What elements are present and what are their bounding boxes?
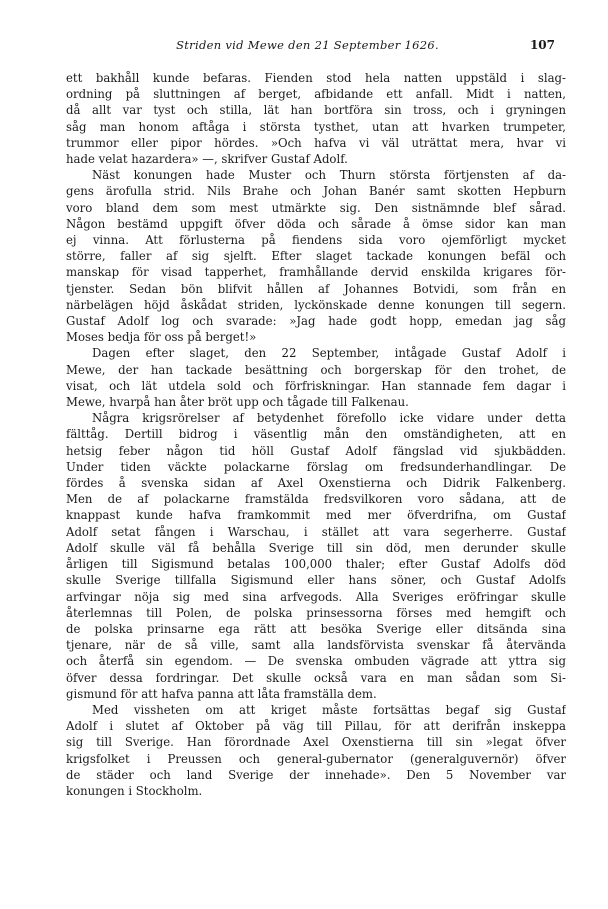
- text-line: krigsfolket i Preussen och general-gubernator (generalguvernör) öfver: [66, 751, 566, 766]
- text-line: Mewe, hvarpå han åter bröt upp och tågade till Falkenau.: [66, 395, 409, 410]
- paragraph: [66, 167, 566, 345]
- text-line: hetsig feber någon tid höll Gustaf Adolf fängslad vid sjukbädden.: [66, 443, 566, 458]
- text-line: Men de af polackarne framstälda fredsvilkoren voro sådana, att de: [66, 492, 566, 507]
- running-title: Striden vid Mewe den 21 September 1626.: [176, 38, 439, 52]
- text-line: tjenster. Sedan bön blifvit hållen af Johannes Botvidi, som från en: [66, 281, 566, 296]
- text-line: Näst konungen hade Muster och Thurn största förtjensten af da-: [92, 168, 566, 183]
- text-line: Adolf skulle väl få behålla Sverige till sin död, men derunder skulle: [66, 540, 566, 555]
- text-line: Några krigsrörelser af betydenhet förefollo icke vidare under detta: [92, 411, 566, 426]
- text-line: gismund för att hafva panna att låta framställa dem.: [66, 686, 377, 701]
- text-line: visat, och lät utdela sold och förfriskningar. Han stannade fem dagar i: [66, 378, 566, 393]
- text-line: manskap för visad tapperhet, framhållande dervid enskilda krigares för-: [66, 265, 566, 280]
- text-line: ett bakhåll kunde befaras. Fienden stod hela natten uppstäld i slag-: [66, 71, 566, 85]
- paragraph: [66, 70, 566, 167]
- text-line: Någon bestämd uppgift öfver döda och sårade å ömse sidor kan man: [66, 216, 566, 231]
- text-line: arfvingar nöja sig med sina arfvegods. Alla Sveriges eröfringar skulle: [66, 589, 566, 604]
- text-line: Med vissheten om att kriget måste fortsättas begaf sig Gustaf: [92, 702, 566, 717]
- text-line: fördes å svenska sidan af Axel Oxenstierna och Didrik Falkenberg.: [66, 476, 566, 491]
- text-line: återlemnas till Polen, de polska prinsessorna förses med hemgift och: [66, 605, 566, 620]
- text-line: de städer och land Sverige der innehade». Den 5 November var: [66, 767, 566, 782]
- paragraph: [66, 345, 566, 410]
- text-line: Under tiden väckte polackarne förslag om fredsunderhandlingar. De: [66, 459, 566, 474]
- text-line: öfver dessa fordringar. Det skulle också vara en man sådan som Si-: [66, 670, 566, 685]
- text-line: och återfå sin egendom. — De svenska ombuden vägrade att yttra sig: [66, 654, 566, 669]
- text-line: ej vinna. Att förlusterna på fiendens sida voro ojemförligt mycket: [66, 233, 566, 248]
- text-line: Moses bedja för oss på berget!»: [66, 330, 257, 345]
- body-text: [66, 70, 566, 799]
- text-line: större, faller af sig sjelft. Efter slaget tackade konungen befäl och: [66, 249, 566, 264]
- running-head: [60, 38, 555, 58]
- text-line: fälttåg. Dertill bidrog i väsentlig mån den omständigheten, att en: [66, 427, 566, 442]
- text-line: Mewe, der han tackade besättning och borgerskap för den trohet, de: [66, 362, 566, 377]
- paragraph: [66, 410, 566, 702]
- text-line: ordning på sluttningen af berget, afbidande ett anfall. Midt i natten,: [66, 87, 566, 102]
- text-line: Adolf i slutet af Oktober på väg till Pillau, för att derifrån inskeppa: [66, 719, 566, 734]
- page-number: 107: [529, 38, 555, 52]
- text-line: de polska prinsarne ega rätt att besöka Sverige eller ditsända sina: [66, 621, 566, 636]
- text-line: trummor eller pipor hördes. »Och hafva vi väl uträttat mera, hvar vi: [66, 135, 566, 150]
- text-line: hade velat hazardera» —, skrifver Gustaf Adolf.: [66, 152, 348, 167]
- text-line: Dagen efter slaget, den 22 September, intågade Gustaf Adolf i: [92, 346, 566, 361]
- text-line: konungen i Stockholm.: [66, 783, 203, 798]
- text-line: knappast kunde hafva framkommit med mer öfverdrifna, om Gustaf: [66, 508, 566, 523]
- text-line: sig till Sverige. Han förordnade Axel Oxenstierna till sin »legat öfver: [66, 735, 566, 750]
- text-line: Adolf setat fången i Warschau, i stället att vara segerherre. Gustaf: [66, 524, 566, 539]
- text-line: närbelägen höjd åskådat striden, lyckönskade denne konungen till segern.: [66, 297, 566, 312]
- text-line: gens ärofulla strid. Nils Brahe och Johan Banér samt skotten Hepburn: [66, 184, 566, 199]
- paragraph: [66, 702, 566, 799]
- text-line: tjenare, när de så ville, samt alla landsförvista svenskar få återvända: [66, 638, 566, 653]
- text-line: årligen till Sigismund betalas 100,000 thaler; efter Gustaf Adolfs död: [66, 557, 566, 572]
- text-line: såg man honom aftåga i största tysthet, utan att hvarken trumpeter,: [66, 119, 566, 134]
- text-line: skulle Sverige tillfalla Sigismund eller hans söner, och Gustaf Adolfs: [66, 573, 566, 588]
- text-line: voro bland dem som mest utmärkte sig. Den sistnämnde blef sårad.: [66, 200, 566, 215]
- text-line: då allt var tyst och stilla, lät han bortföra sin tross, och i gryningen: [66, 103, 566, 118]
- text-line: Gustaf Adolf log och svarade: »Jag hade godt hopp, emedan jag såg: [66, 314, 566, 329]
